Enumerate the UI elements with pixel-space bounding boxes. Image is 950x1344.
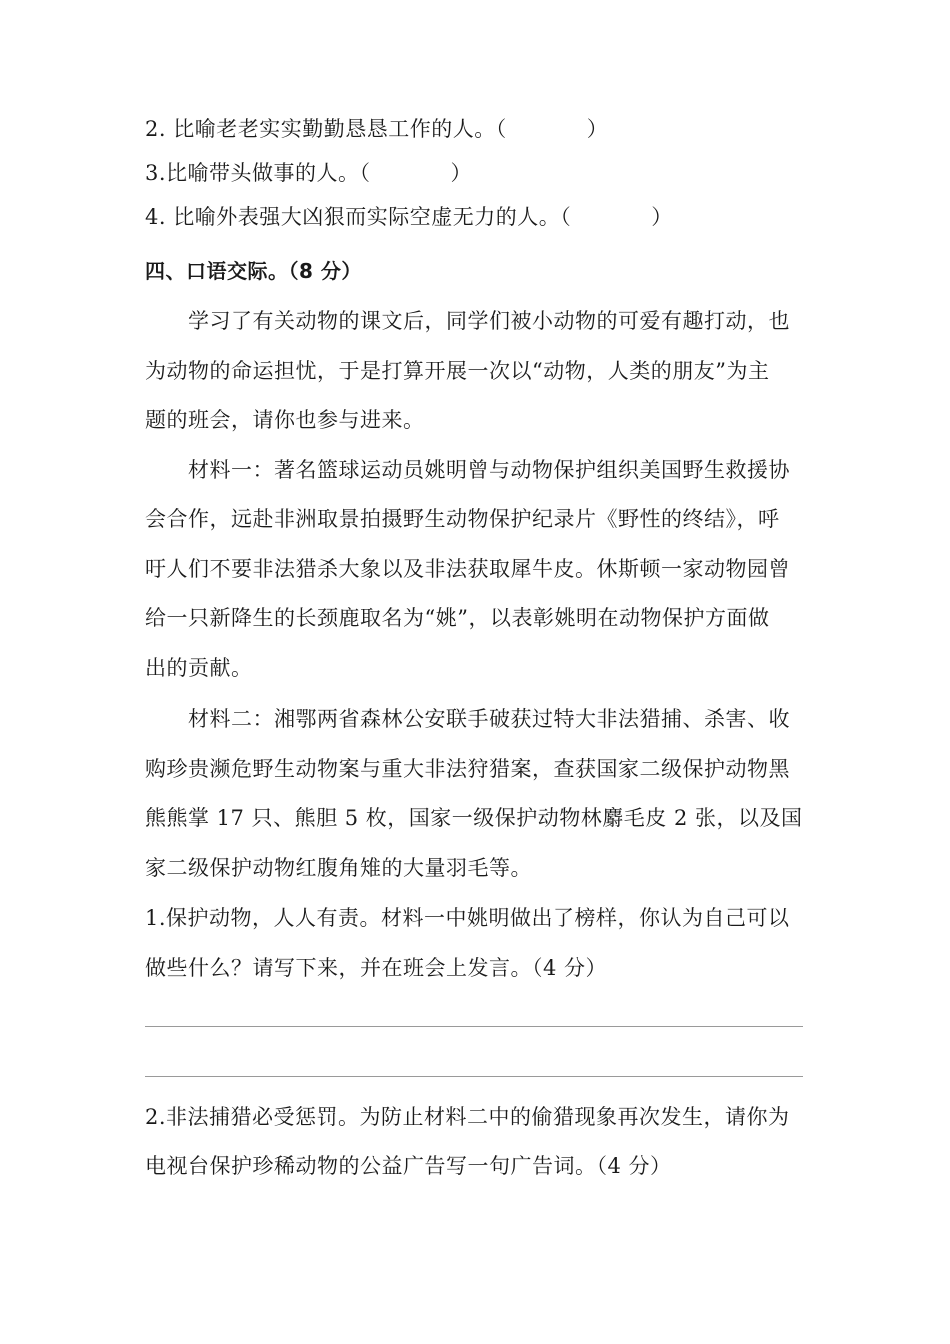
item-4: 4. 比喻外表强大凶狠而实际空虚无力的人。（ ）: [145, 205, 673, 229]
intro-line: 学习了有关动物的课文后，同学们被小动物的可爱有趣打动，也: [188, 309, 790, 333]
material2-line: 材料二：湘鄂两省森林公安联手破获过特大非法猎捕、杀害、收: [188, 707, 790, 731]
question-1-line: 做些什么？请写下来，并在班会上发言。（4 分）: [145, 956, 608, 980]
question-2-line: 2.非法捕猎必受惩罚。为防止材料二中的偷猎现象再次发生，请你为: [145, 1105, 790, 1129]
material2-line: 家二级保护动物红腹角雉的大量羽毛等。: [145, 856, 532, 880]
answer-line[interactable]: [145, 1026, 803, 1027]
question-1-line: 1.保护动物，人人有责。材料一中姚明做出了榜样，你认为自己可以: [145, 906, 790, 930]
material2-line: 熊熊掌 17 只、熊胆 5 枚，国家一级保护动物林麝毛皮 2 张，以及国: [145, 806, 803, 830]
item-3: 3.比喻带头做事的人。（ ）: [145, 161, 473, 185]
intro-line: 为动物的命运担忧，于是打算开展一次以“动物，人类的朋友”为主: [145, 359, 770, 383]
answer-line[interactable]: [145, 1076, 803, 1077]
section-heading: 四、口语交际。（8 分）: [145, 259, 362, 283]
intro-line: 题的班会，请你也参与进来。: [145, 408, 425, 432]
material1-line: 吁人们不要非法猎杀大象以及非法获取犀牛皮。休斯顿一家动物园曾: [145, 557, 790, 581]
material2-line: 购珍贵濒危野生动物案与重大非法狩猎案，查获国家二级保护动物黑: [145, 757, 790, 781]
question-2-line: 电视台保护珍稀动物的公益广告写一句广告词。（4 分）: [145, 1154, 672, 1178]
material1-line: 材料一：著名篮球运动员姚明曾与动物保护组织美国野生救援协: [188, 458, 790, 482]
material1-line: 会合作，远赴非洲取景拍摄野生动物保护纪录片《野性的终结》，呼: [145, 507, 780, 531]
material1-line: 给一只新降生的长颈鹿取名为“姚”，以表彰姚明在动物保护方面做: [145, 606, 770, 630]
material1-line: 出的贡献。: [145, 656, 253, 680]
item-2: 2. 比喻老老实实勤勤恳恳工作的人。（ ）: [145, 117, 609, 141]
